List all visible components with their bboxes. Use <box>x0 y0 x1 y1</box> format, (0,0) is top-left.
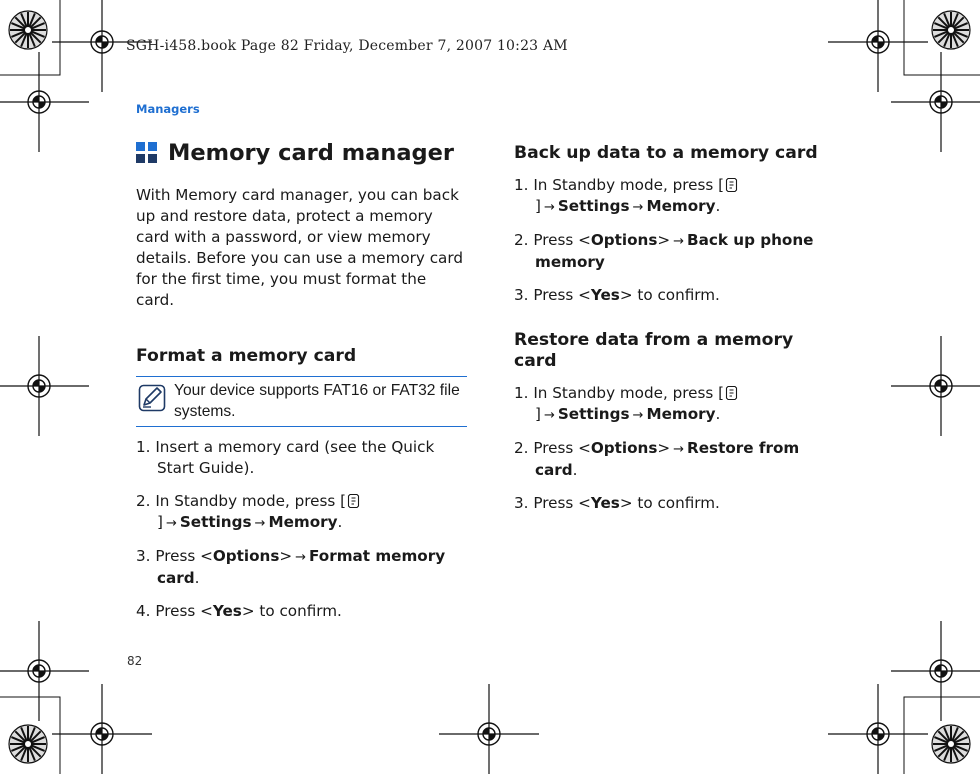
backup-steps <box>514 175 844 306</box>
right-arrow-icon: → <box>632 408 644 423</box>
registration-mark-icon <box>439 684 539 774</box>
registration-mark-icon <box>828 0 928 92</box>
note-box <box>136 376 467 427</box>
left-column <box>136 140 468 634</box>
right-arrow-icon: → <box>543 408 555 423</box>
note-text: Your device supports FAT16 or FAT32 file systems. <box>174 382 460 420</box>
phone-menu-key-icon <box>347 493 360 509</box>
color-starburst-icon <box>932 725 970 763</box>
list-item: 3. Press <Options> → Format memory card. <box>136 547 446 587</box>
intro-paragraph: With Memory card manager, you can back up and restore data, protect a memory card with a password, or view memory details. Before you can use a memory card for the first time, you must format the card. <box>136 186 463 309</box>
list-item: 1. Insert a memory card (see the Quick Start Guide). <box>136 438 435 477</box>
registration-mark-icon <box>52 684 152 774</box>
right-arrow-icon: → <box>543 200 555 215</box>
note-pencil-icon <box>138 384 166 412</box>
list-item: 4. Press <Yes> to confirm. <box>136 602 342 620</box>
right-arrow-icon: → <box>673 234 685 249</box>
registration-mark-icon <box>0 336 89 436</box>
right-column <box>514 143 844 526</box>
print-header: SGH-i458.book Page 82 Friday, December 7, 2007 10:23 AM <box>126 38 568 54</box>
restore-steps <box>514 383 844 514</box>
section-squares-icon <box>136 142 158 164</box>
list-item: 2. Press <Options> → Back up phone memory <box>514 231 814 271</box>
right-arrow-icon: → <box>165 516 177 531</box>
section-label: Managers <box>136 102 200 116</box>
color-starburst-icon <box>932 11 970 49</box>
format-heading: Format a memory card <box>136 346 357 366</box>
phone-menu-key-icon <box>725 177 738 193</box>
phone-menu-key-icon <box>725 385 738 401</box>
page-title <box>136 140 468 166</box>
list-item: 1. In Standby mode, press [] → Settings → Memory. <box>514 383 844 426</box>
list-item: 2. In Standby mode, press [] → Settings → Memory. <box>136 491 468 534</box>
list-item: 2. Press <Options> → Restore from card. <box>514 439 800 479</box>
right-arrow-icon: → <box>632 200 644 215</box>
right-arrow-icon: → <box>254 516 266 531</box>
backup-heading: Back up data to a memory card <box>514 143 818 163</box>
format-steps <box>136 437 468 622</box>
right-arrow-icon: → <box>295 550 307 565</box>
color-starburst-icon <box>9 725 47 763</box>
registration-mark-icon <box>0 52 89 152</box>
registration-mark-icon <box>891 336 980 436</box>
page-number: 82 <box>127 654 143 668</box>
list-item: 3. Press <Yes> to confirm. <box>514 494 720 512</box>
registration-mark-icon <box>0 621 89 721</box>
restore-heading: Restore data from a memory card <box>514 330 794 371</box>
color-starburst-icon <box>9 11 47 49</box>
list-item: 3. Press <Yes> to confirm. <box>514 286 720 304</box>
page-title-text: Memory card manager <box>168 140 454 166</box>
right-arrow-icon: → <box>673 442 685 457</box>
list-item: 1. In Standby mode, press [] → Settings → Memory. <box>514 175 844 218</box>
